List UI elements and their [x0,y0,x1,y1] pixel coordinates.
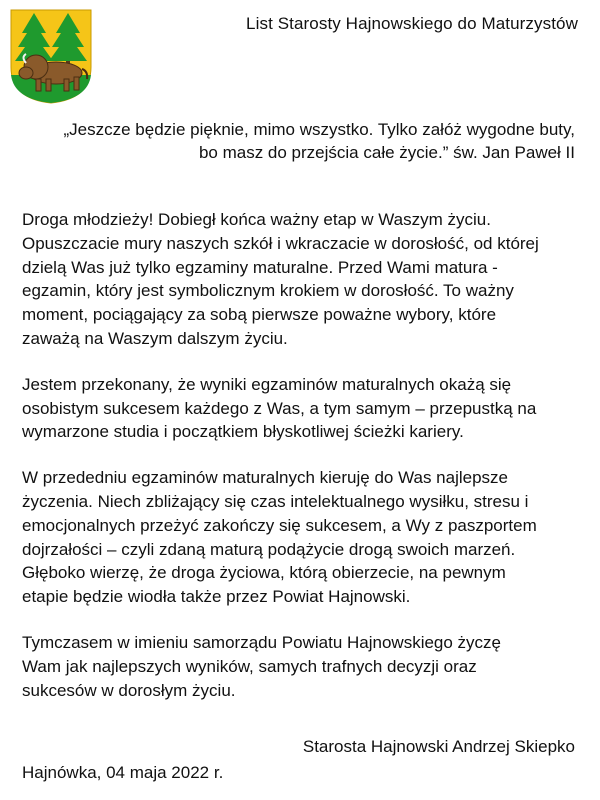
text-line: emocjonalnych przeżyć zakończy się sukcesem, a Wy z paszportem [22,515,537,535]
text-line: W przededniu egzaminów maturalnych kieruję do Was najlepsze [22,468,508,488]
letter-body [22,208,582,724]
quote-line: bo masz do przejścia całe życie.” św. Jan Paweł II [198,143,575,162]
text-line: dojrzałości – czyli zdaną maturą podążycie drogą swoich marzeń. [22,539,516,559]
paragraph-2 [22,373,582,444]
text-line: Jestem przekonany, że wyniki egzaminów maturalnych okażą się [22,374,512,394]
signature: Starosta Hajnowski Andrzej Skiepko [302,737,575,756]
text-line: życzenia. Niech zbliżający się czas intelektualnego wysiłku, stresu i [22,491,529,511]
crest-svg [8,7,94,105]
coat-of-arms-icon [8,7,94,105]
epigraph-quote [15,118,575,164]
text-line: wymarzone studia i początkiem błyskotliwej ścieżki kariery. [22,422,464,442]
paragraph-3 [22,466,582,609]
text-line: moment, pociągający za sobą pierwsze poważne wybory, które [22,305,497,325]
text-line: Opuszczacie mury naszych szkół i wkraczacie w dorosłość, od której [22,233,539,253]
text-line: Wam jak najlepszych wyników, samych trafnych decyzji oraz [22,656,477,676]
text-line: Droga młodzieży! Dobiegł końca ważny etap w Waszym życiu. [22,210,491,229]
place-date: Hajnówka, 04 maja 2022 r. [22,763,224,782]
text-line: etapie będzie wiodła także przez Powiat Hajnowski. [22,587,411,607]
text-line: Głęboko wierzę, że droga życiowa, którą obierzecie, na pewnym [22,563,506,583]
text-line: sukcesów w dorosłym życiu. [22,680,236,700]
quote-line: „Jeszcze będzie pięknie, mimo wszystko. Tylko załóż wygodne buty, [63,120,575,139]
text-line: Tymczasem w imieniu samorządu Powiatu Hajnowskiego życzę [22,632,502,652]
text-line: zaważą na Waszym dalszym życiu. [22,328,288,348]
text-line: egzamin, który jest symbolicznym krokiem w dorosłość. To ważny [22,281,514,301]
text-line: dzielą Was już tylko egzaminy maturalne. Przed Wami matura - [22,257,498,277]
document-title: List Starosty Hajnowskiego do Maturzystów [246,14,578,33]
paragraph-4 [22,631,582,702]
paragraph-1 [22,208,582,351]
text-line: osobistym sukcesem każdego z Was, a tym samym – przepustką na [22,398,537,418]
